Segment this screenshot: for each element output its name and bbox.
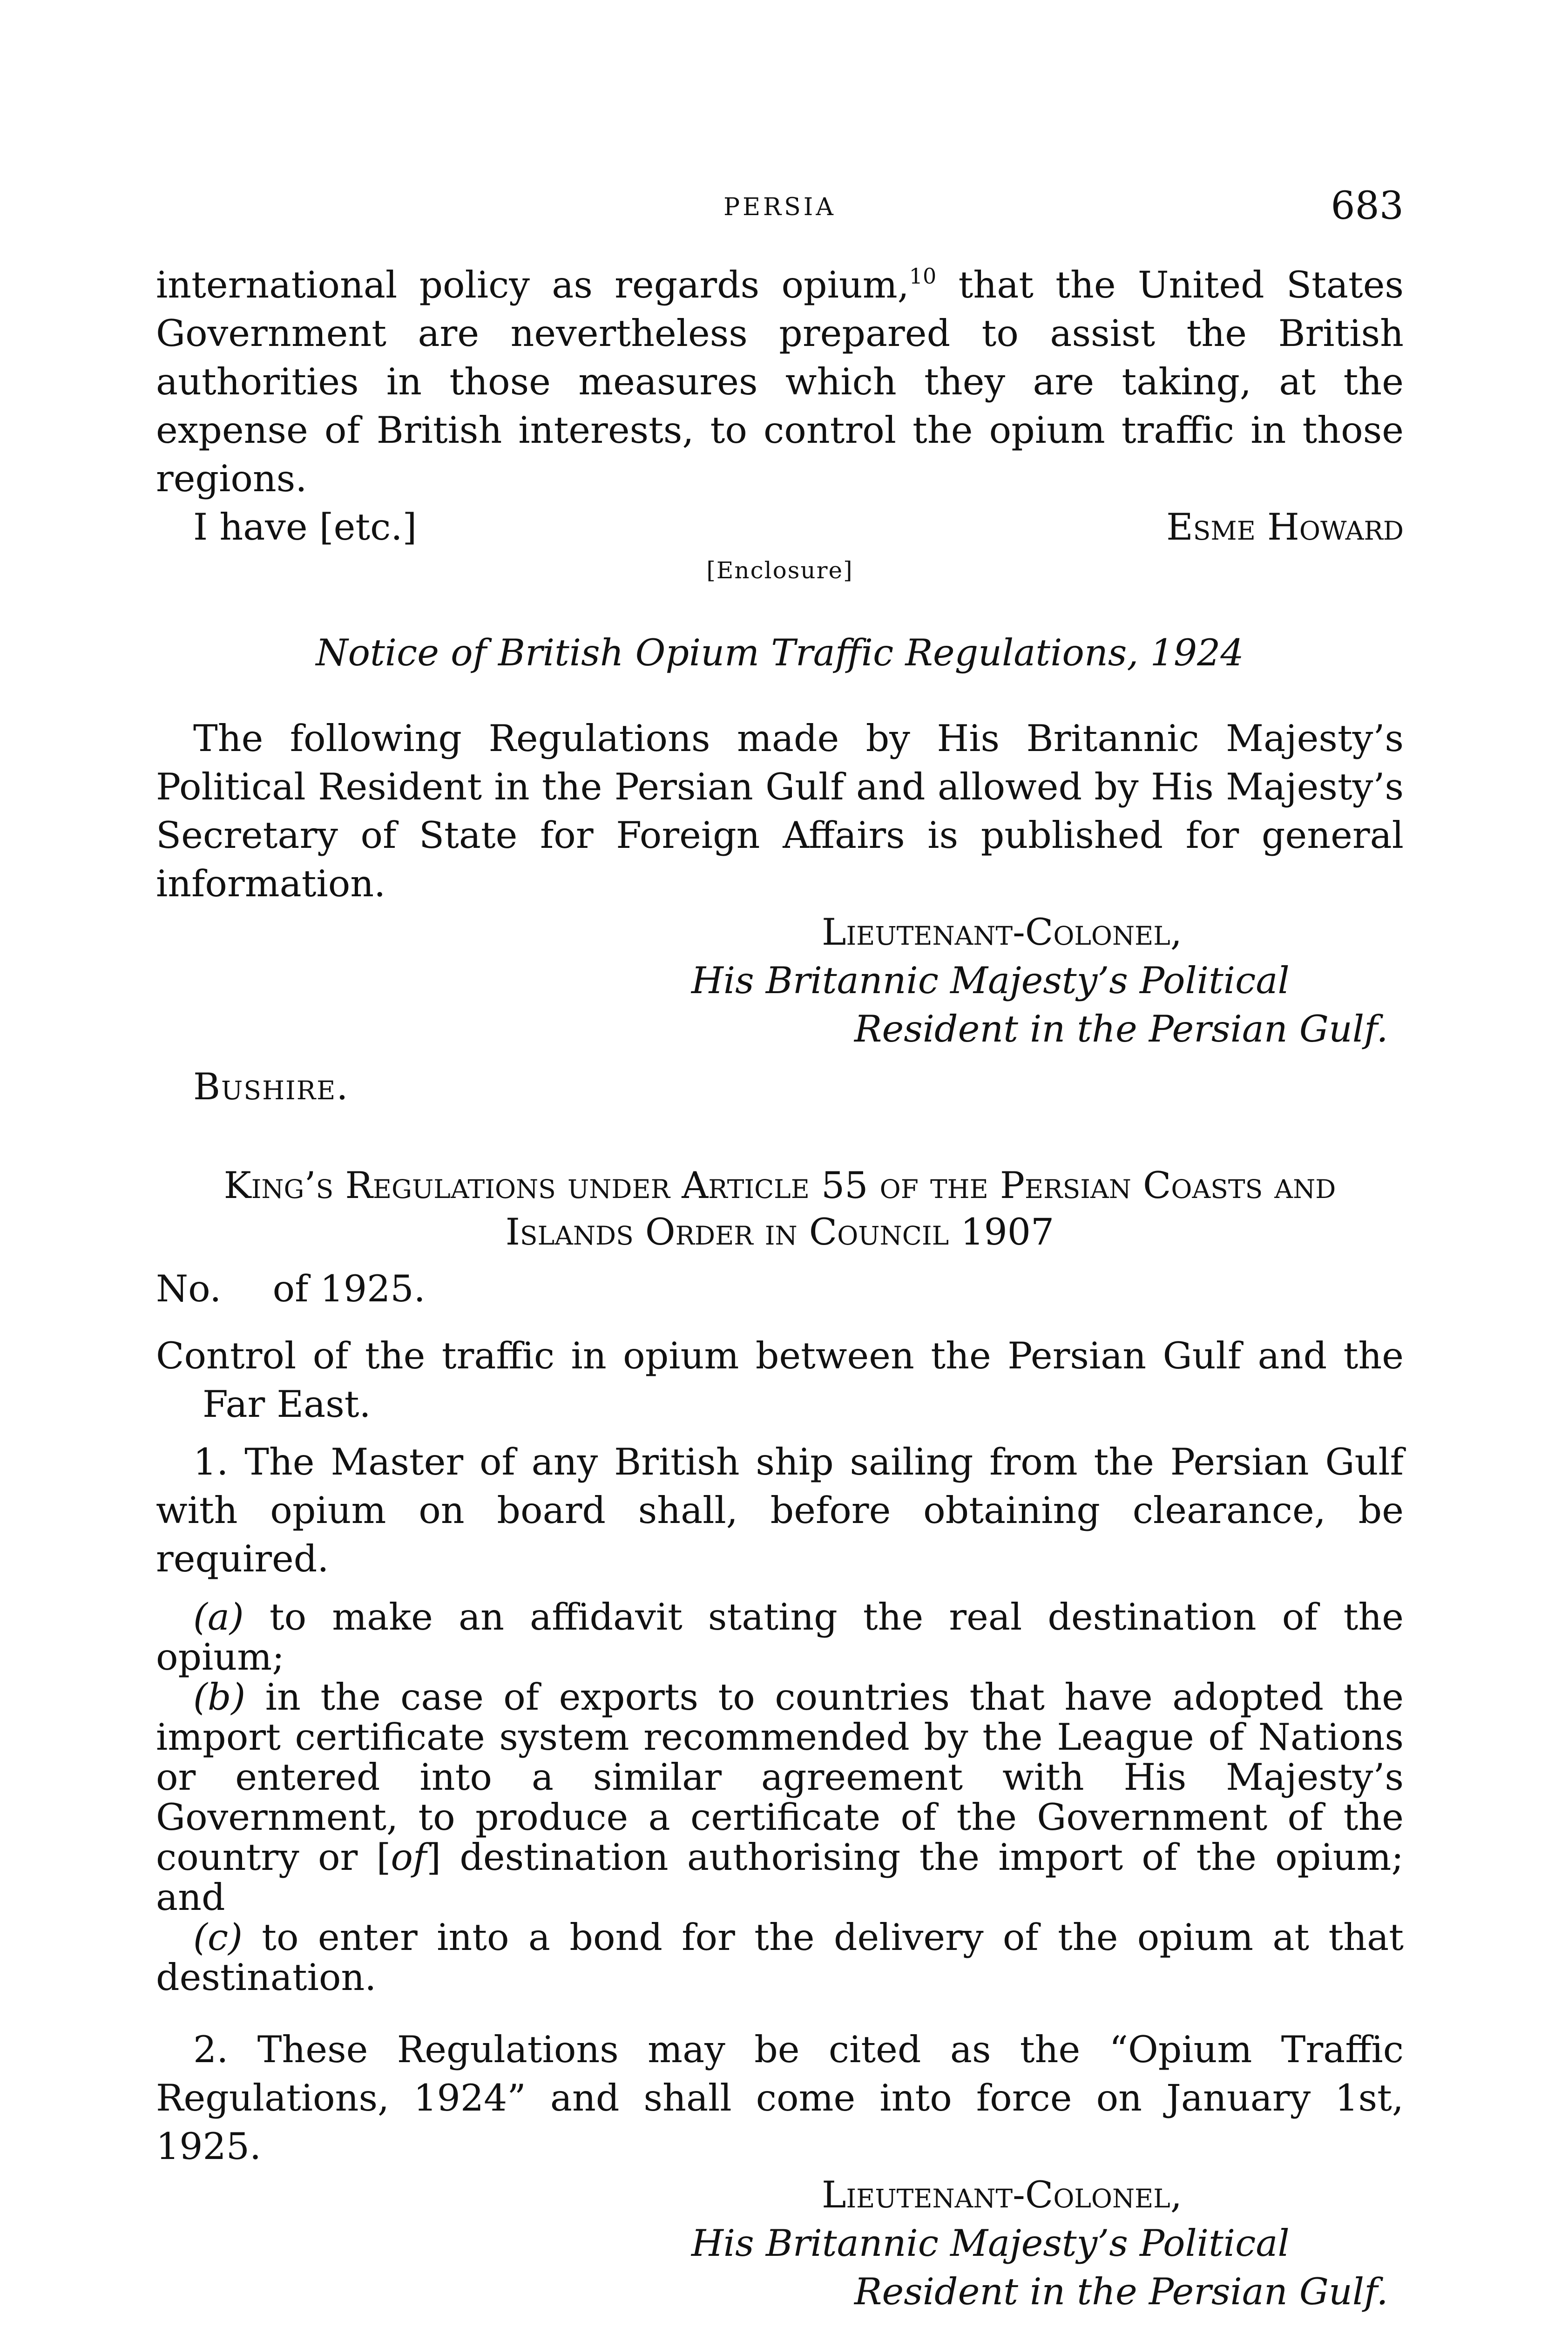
regulation-clause-1: 1. The Master of any British ship sailing from the Persian Gulf with opium on board shall, before obtaining clearance, be required. <box>156 1441 1404 1580</box>
letter-closing: I have [etc.] <box>193 506 417 548</box>
notice-place: Bushire. <box>193 1065 349 1108</box>
regulation-subject: Control of the traffic in opium between the Persian Gulf and the Far East. <box>156 1334 1404 1426</box>
regulation-clause-2: 2. These Regulations may be cited as the “Opium Traffic Regulations, 1924” and shall come into force on January 1st, 1925. <box>156 2028 1404 2168</box>
notice-signature-block <box>691 908 1404 1053</box>
regulations-signatory-title-1: His Britannic Majesty’s Political <box>691 2222 1290 2265</box>
notice-paragraph: The following Regulations made by His Britannic Majesty’s Political Resident in the Persian Gulf and allowed by His Majesty’s Secretary of State for Foreign Affairs is published for general information. <box>156 717 1404 905</box>
regulation-number-label: No. <box>156 1267 222 1310</box>
notice-signatory-title-1: His Britannic Majesty’s Political <box>691 959 1290 1002</box>
regulations-heading-line-2: Islands Order in Council 1907 <box>505 1211 1054 1253</box>
regulations-signatory-title-2: Resident in the Persian Gulf. <box>854 2270 1388 2313</box>
regulation-number-year: of 1925. <box>272 1267 426 1310</box>
letter-signature: Esme Howard <box>1166 506 1404 548</box>
notice-signatory-rank: Lieutenant-Colonel, <box>822 911 1182 954</box>
regulation-item-c: (c) to enter into a bond for the delivery of the opium at that destination. <box>156 1916 1404 1999</box>
regulation-item-a: (a) to make an affidavit stating the real destination of the opium; <box>156 1596 1404 1678</box>
regulation-items <box>156 1597 1404 1997</box>
regulation-item-b: (b) in the case of exports to countries that have adopted the import certificate system recommended by the League of Nations or entered into a similar agreement with His Majesty’s Government, to produce a certificate of the Government of the country or [of] destination authorising the import of the opium; and <box>156 1676 1404 1919</box>
regulation-number <box>156 1265 1404 1313</box>
body-text <box>156 261 1404 2328</box>
notice-title: Notice of British Opium Traffic Regulations, 1924 <box>316 631 1244 674</box>
document-page <box>156 0 1404 2328</box>
page-number: 683 <box>1331 184 1404 228</box>
letter-paragraph: international policy as regards opium,$^{10}$ that the United States Government are nevertheless prepared to assist the British authorities in those measures which they are taking, at the expense of British interests, to control the opium traffic in those regions. <box>156 264 1404 500</box>
letter-closing-row <box>156 503 1404 551</box>
page-header <box>156 184 1404 240</box>
footnote-reference: 10 <box>909 264 937 289</box>
regulations-heading <box>156 1162 1404 1255</box>
regulations-signatory-rank: Lieutenant-Colonel, <box>822 2173 1182 2216</box>
notice-signatory-title-2: Resident in the Persian Gulf. <box>854 1008 1388 1050</box>
enclosure-label: [Enclosure] <box>706 557 853 584</box>
regulations-heading-line-1: King’s Regulations under Article 55 of the Persian Coasts and <box>223 1164 1336 1207</box>
running-head: PERSIA <box>723 193 836 221</box>
regulations-signature-block <box>691 2171 1404 2316</box>
